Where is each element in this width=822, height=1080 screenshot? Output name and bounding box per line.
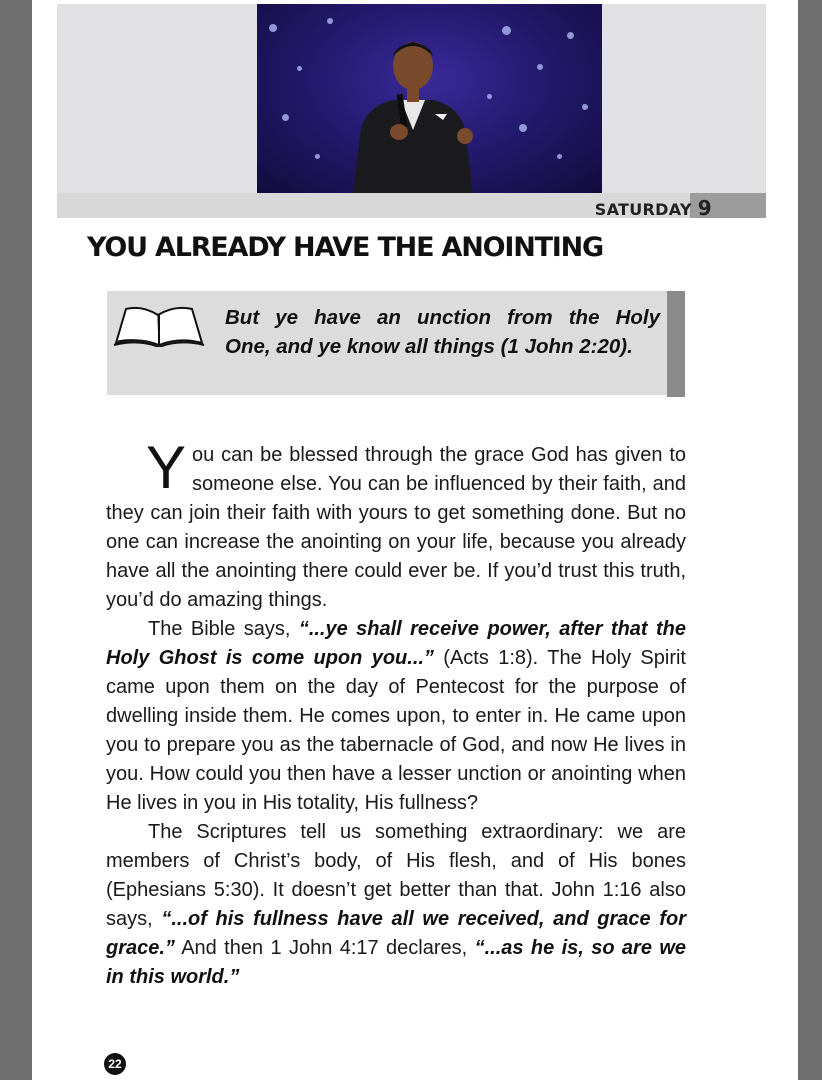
scripture-quote: “...as he is, so are we in this world.” bbox=[106, 937, 687, 988]
devotional-body bbox=[106, 434, 687, 992]
verse-box-edge bbox=[667, 291, 685, 397]
body-paragraph-3: The Scriptures tell us something extraordinary: we are members of Christ’s body, of His flesh, and of His bones (Ephesians 5:30). It doesn’t get better than that. John 1:16 also says, “...of his fullness have all we received, and grace for grace.” And then 1 John 4:17 declares, “...as he is, so are we in this world.” bbox=[106, 821, 687, 988]
scripture-quote: “...of his fullness have all we received, and grace for grace.” bbox=[106, 908, 686, 959]
preacher-figure bbox=[343, 34, 483, 193]
body-paragraph-1: You can be blessed through the grace God has given to someone else. You can be influenced by their faith, and they can join their faith with yours to get something done. But no one can increase the anointing on your life, because you already have all the anointing there could ever be. If you’d trust this truth, you’d do amazing things. bbox=[106, 434, 686, 611]
day-number: 9 bbox=[697, 196, 712, 220]
preacher-photo bbox=[257, 4, 602, 193]
open-bible-icon bbox=[112, 303, 206, 347]
page-number: 22 bbox=[104, 1053, 126, 1075]
body-paragraph-2: The Bible says, “...ye shall receive power, after that the Holy Ghost is come upon you...” (Acts 1:8). The Holy Spirit came upon them on the day of Pentecost for the purpose of dwelling inside them. He comes upon, to enter in. He came upon you to prepare you as the tabernacle of God, and now He lives in you. How could you then have a lesser unction or anointing when He lives in you in His totality, His fullness? bbox=[106, 618, 686, 814]
verse-line-2: One, and ye know all things (1 John 2:20). bbox=[225, 335, 633, 358]
anchor-verse bbox=[225, 303, 660, 361]
devotional-title: YOU ALREADY HAVE THE ANOINTING bbox=[86, 232, 604, 263]
drop-cap: Y bbox=[146, 434, 187, 501]
scripture-quote: “...ye shall receive power, after that the Holy Ghost is come upon you...” bbox=[106, 618, 686, 669]
day-label bbox=[595, 196, 712, 220]
day-name: SATURDAY bbox=[594, 200, 692, 219]
verse-line-1: But ye have an unction from the Holy bbox=[225, 306, 660, 329]
